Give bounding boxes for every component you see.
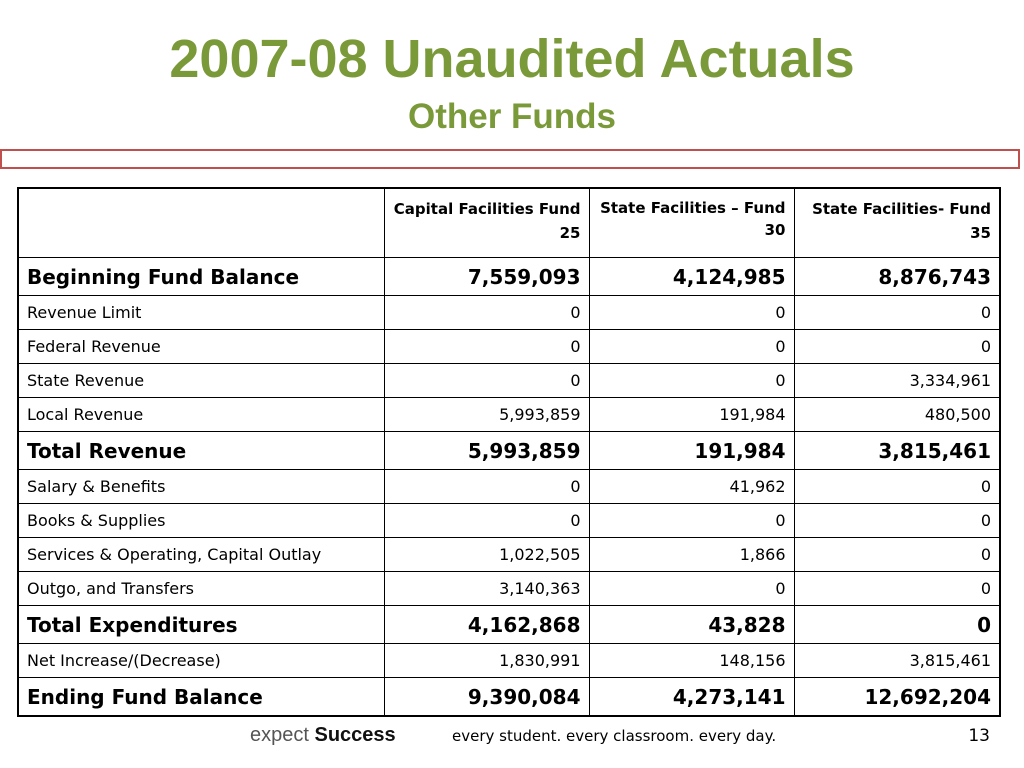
table-row bbox=[18, 470, 1000, 504]
header-cell-capital-facilities-fund-25: Capital Facilities Fund 25 bbox=[384, 188, 589, 258]
row-value-fund-1: 0 bbox=[384, 296, 589, 330]
table-header-row bbox=[18, 188, 1000, 258]
row-label: Total Revenue bbox=[18, 432, 384, 470]
row-value-fund-2: 1,866 bbox=[589, 538, 794, 572]
row-value-fund-1: 1,830,991 bbox=[384, 644, 589, 678]
row-value-fund-2: 148,156 bbox=[589, 644, 794, 678]
row-label: Total Expenditures bbox=[18, 606, 384, 644]
row-value-fund-3: 0 bbox=[794, 572, 1000, 606]
table-body bbox=[18, 258, 1000, 717]
row-value-fund-1: 0 bbox=[384, 470, 589, 504]
row-value-fund-1: 9,390,084 bbox=[384, 678, 589, 717]
row-value-fund-3: 0 bbox=[794, 296, 1000, 330]
funds-table bbox=[17, 187, 1001, 717]
row-label: Revenue Limit bbox=[18, 296, 384, 330]
row-label: Salary & Benefits bbox=[18, 470, 384, 504]
table-row bbox=[18, 398, 1000, 432]
table-row bbox=[18, 572, 1000, 606]
row-value-fund-2: 191,984 bbox=[589, 432, 794, 470]
row-value-fund-1: 0 bbox=[384, 364, 589, 398]
row-label: Beginning Fund Balance bbox=[18, 258, 384, 296]
footer-brand-emphasis: Success bbox=[314, 724, 396, 746]
row-label: State Revenue bbox=[18, 364, 384, 398]
row-value-fund-3: 3,334,961 bbox=[794, 364, 1000, 398]
footer-tagline: every student. every classroom. every day. bbox=[452, 727, 777, 745]
row-value-fund-3: 0 bbox=[794, 470, 1000, 504]
row-label: Ending Fund Balance bbox=[18, 678, 384, 717]
row-value-fund-2: 0 bbox=[589, 504, 794, 538]
row-value-fund-1: 0 bbox=[384, 504, 589, 538]
header-cell-blank bbox=[18, 188, 384, 258]
row-value-fund-3: 3,815,461 bbox=[794, 432, 1000, 470]
row-value-fund-2: 0 bbox=[589, 296, 794, 330]
table-row bbox=[18, 296, 1000, 330]
footer-brand-prefix: expect bbox=[250, 724, 309, 746]
row-value-fund-1: 1,022,505 bbox=[384, 538, 589, 572]
slide-title: 2007-08 Unaudited Actuals bbox=[169, 29, 855, 89]
row-label: Books & Supplies bbox=[18, 504, 384, 538]
row-value-fund-3: 480,500 bbox=[794, 398, 1000, 432]
row-value-fund-2: 43,828 bbox=[589, 606, 794, 644]
row-value-fund-2: 4,124,985 bbox=[589, 258, 794, 296]
row-label: Federal Revenue bbox=[18, 330, 384, 364]
row-value-fund-3: 0 bbox=[794, 330, 1000, 364]
row-value-fund-1: 5,993,859 bbox=[384, 432, 589, 470]
row-value-fund-3: 12,692,204 bbox=[794, 678, 1000, 717]
row-label: Net Increase/(Decrease) bbox=[18, 644, 384, 678]
footer-brand-logo bbox=[250, 722, 396, 748]
row-value-fund-2: 41,962 bbox=[589, 470, 794, 504]
table-row bbox=[18, 504, 1000, 538]
row-value-fund-3: 3,815,461 bbox=[794, 644, 1000, 678]
row-value-fund-1: 0 bbox=[384, 330, 589, 364]
row-value-fund-3: 8,876,743 bbox=[794, 258, 1000, 296]
table-row bbox=[18, 606, 1000, 644]
row-value-fund-1: 3,140,363 bbox=[384, 572, 589, 606]
header-cell-state-facilities-fund-30: State Facilities – Fund 30 bbox=[589, 188, 794, 258]
row-value-fund-3: 0 bbox=[794, 504, 1000, 538]
row-value-fund-3: 0 bbox=[794, 606, 1000, 644]
page-number: 13 bbox=[968, 726, 990, 746]
table-row bbox=[18, 678, 1000, 717]
title-divider-box bbox=[0, 149, 1020, 169]
table-row bbox=[18, 364, 1000, 398]
row-value-fund-1: 4,162,868 bbox=[384, 606, 589, 644]
table-row bbox=[18, 432, 1000, 470]
row-label: Local Revenue bbox=[18, 398, 384, 432]
row-value-fund-2: 0 bbox=[589, 364, 794, 398]
table-row bbox=[18, 330, 1000, 364]
row-value-fund-2: 191,984 bbox=[589, 398, 794, 432]
row-label: Services & Operating, Capital Outlay bbox=[18, 538, 384, 572]
row-value-fund-1: 7,559,093 bbox=[384, 258, 589, 296]
row-label: Outgo, and Transfers bbox=[18, 572, 384, 606]
slide-subtitle: Other Funds bbox=[407, 97, 617, 136]
row-value-fund-3: 0 bbox=[794, 538, 1000, 572]
row-value-fund-2: 0 bbox=[589, 572, 794, 606]
row-value-fund-2: 0 bbox=[589, 330, 794, 364]
row-value-fund-2: 4,273,141 bbox=[589, 678, 794, 717]
row-value-fund-1: 5,993,859 bbox=[384, 398, 589, 432]
table-row bbox=[18, 538, 1000, 572]
table-row bbox=[18, 644, 1000, 678]
header-cell-state-facilities-fund-35: State Facilities- Fund 35 bbox=[794, 188, 1000, 258]
table-row bbox=[18, 258, 1000, 296]
